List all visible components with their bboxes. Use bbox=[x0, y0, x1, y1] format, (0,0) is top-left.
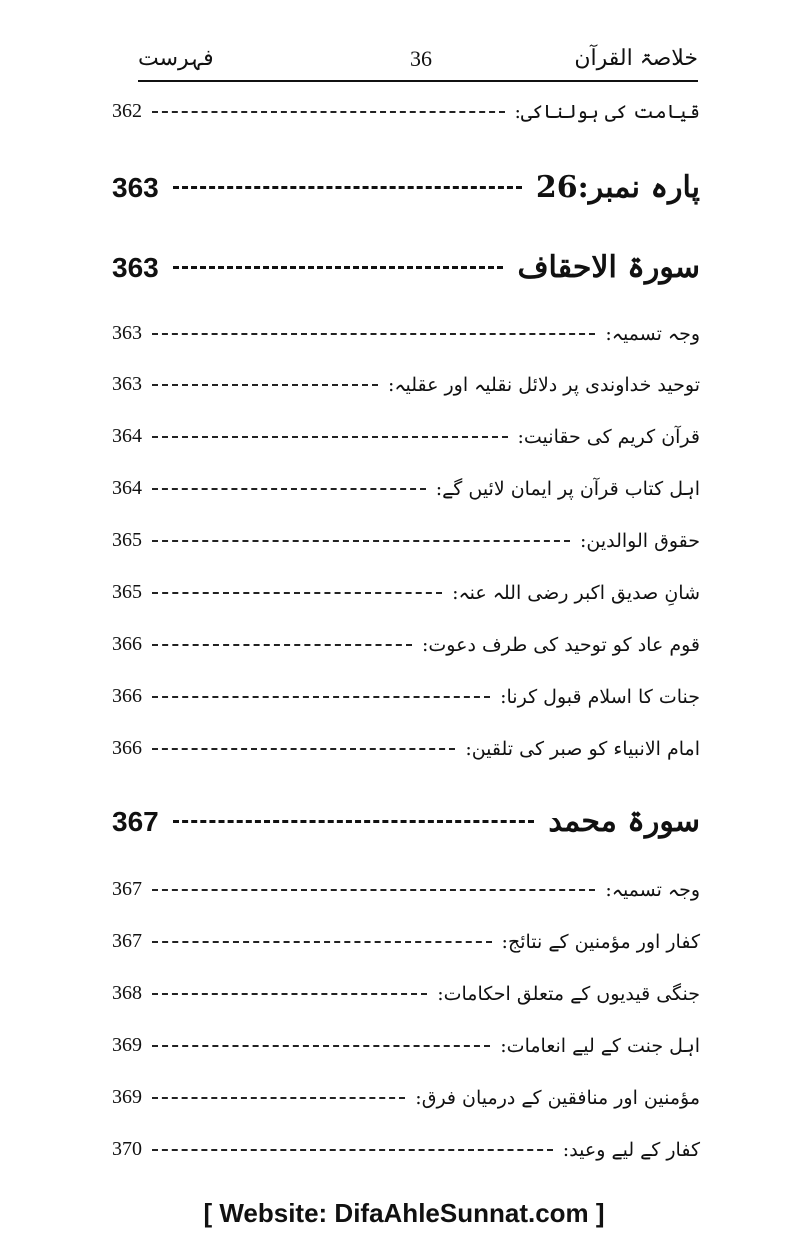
toc-entry[interactable] bbox=[112, 982, 700, 1005]
header-rule bbox=[138, 80, 698, 82]
toc-entry-title: کفار کے لیے وعید: bbox=[562, 1138, 700, 1161]
dotted-leader bbox=[152, 644, 412, 646]
toc-entry-title: قرآن کریم کی حقانیت: bbox=[517, 425, 700, 448]
toc-entry-page: 362 bbox=[112, 100, 142, 122]
toc-heading[interactable] bbox=[112, 250, 700, 285]
toc-entry-title: اہل کتاب قرآن پر ایمان لائیں گے: bbox=[435, 477, 700, 500]
dotted-leader bbox=[152, 1097, 405, 1099]
toc-entry[interactable] bbox=[112, 1034, 700, 1057]
toc-entry-title: قوم عاد کو توحید کی طرف دعوت: bbox=[422, 633, 700, 656]
page-header bbox=[138, 42, 698, 82]
toc-entry-page: 365 bbox=[112, 581, 142, 603]
toc-heading[interactable] bbox=[112, 170, 700, 205]
toc-entry-page: 366 bbox=[112, 633, 142, 655]
dotted-leader bbox=[152, 1045, 490, 1047]
dotted-leader bbox=[152, 488, 426, 490]
dotted-leader bbox=[152, 436, 508, 438]
dotted-leader bbox=[152, 941, 492, 943]
toc-entry-page: 368 bbox=[112, 982, 142, 1004]
toc-entry-title: کفار اور مؤمنین کے نتائج: bbox=[501, 930, 700, 953]
toc-entry-title: مؤمنین اور منافقین کے درمیان فرق: bbox=[415, 1086, 700, 1109]
dotted-leader bbox=[152, 540, 570, 542]
toc-entry[interactable] bbox=[112, 1086, 700, 1109]
toc-entry-title: شانِ صدیق اکبر رضی اللہ عنہ: bbox=[452, 581, 700, 604]
dotted-leader bbox=[173, 266, 504, 269]
page-number: 36 bbox=[410, 46, 432, 71]
toc-heading-title: پارہ نمبر:26 bbox=[535, 170, 700, 205]
toc-entry-title: جنگی قیدیوں کے متعلق احکامات: bbox=[437, 982, 700, 1005]
toc-entry-title: حقوق الوالدین: bbox=[579, 529, 700, 552]
dotted-leader bbox=[152, 993, 427, 995]
toc-entry-page: 364 bbox=[112, 477, 142, 499]
toc-entry-title: جنات کا اسلام قبول کرنا: bbox=[500, 685, 700, 708]
toc-entry[interactable] bbox=[112, 373, 700, 396]
toc-entry[interactable] bbox=[112, 878, 700, 901]
toc-entry-title: امام الانبیاء کو صبر کی تلقین: bbox=[465, 737, 700, 760]
toc-entry-page: 367 bbox=[112, 878, 142, 900]
toc-heading-page: 363 bbox=[112, 251, 159, 283]
toc-entry-title: اہل جنت کے لیے انعامات: bbox=[500, 1034, 700, 1057]
toc-entry-page: 370 bbox=[112, 1138, 142, 1160]
website-footer[interactable]: [ Website: DifaAhleSunnat.com ] bbox=[203, 1198, 605, 1228]
dotted-leader bbox=[173, 186, 522, 189]
toc-entry-title: وجہ تسمیہ: bbox=[605, 878, 700, 901]
dotted-leader bbox=[152, 384, 378, 386]
toc-entry-page: 369 bbox=[112, 1086, 142, 1108]
toc-entry[interactable] bbox=[112, 425, 700, 448]
toc-entry[interactable] bbox=[112, 322, 700, 345]
dotted-leader bbox=[152, 696, 490, 698]
toc-entry[interactable] bbox=[112, 529, 700, 552]
toc-entry-page: 366 bbox=[112, 737, 142, 759]
book-title: خلاصۃ القرآن bbox=[574, 46, 698, 71]
dotted-leader bbox=[173, 820, 535, 823]
toc-entry[interactable] bbox=[112, 100, 700, 123]
toc-heading-page: 363 bbox=[112, 171, 159, 203]
toc-heading-page: 367 bbox=[112, 805, 159, 837]
dotted-leader bbox=[152, 889, 595, 891]
dotted-leader bbox=[152, 1149, 553, 1151]
dotted-leader bbox=[152, 111, 505, 113]
toc-heading-title: سورۃ الاحقاف bbox=[517, 250, 700, 285]
toc-entry-page: 365 bbox=[112, 529, 142, 551]
toc-entry[interactable] bbox=[112, 737, 700, 760]
dotted-leader bbox=[152, 748, 455, 750]
toc-entry-title: قیامت کی ہولناکی: bbox=[514, 100, 700, 123]
dotted-leader bbox=[152, 592, 442, 594]
toc-entry[interactable] bbox=[112, 633, 700, 656]
toc-entry-page: 364 bbox=[112, 425, 142, 447]
toc-entry-title: وجہ تسمیہ: bbox=[605, 322, 700, 345]
toc-entry[interactable] bbox=[112, 1138, 700, 1161]
toc-entry[interactable] bbox=[112, 477, 700, 500]
toc-entry-title: توحید خداوندی پر دلائل نقلیہ اور عقلیہ: bbox=[387, 373, 700, 396]
toc-entry-page: 367 bbox=[112, 930, 142, 952]
toc-heading[interactable] bbox=[112, 804, 700, 839]
toc-heading-title: سورۃ محمد bbox=[548, 804, 700, 839]
toc-entry[interactable] bbox=[112, 581, 700, 604]
toc-entry-page: 366 bbox=[112, 685, 142, 707]
toc-entry-page: 363 bbox=[112, 322, 142, 344]
toc-entry[interactable] bbox=[112, 930, 700, 953]
toc-entry[interactable] bbox=[112, 685, 700, 708]
section-title: فہرست bbox=[138, 46, 214, 71]
toc-entry-page: 369 bbox=[112, 1034, 142, 1056]
dotted-leader bbox=[152, 333, 595, 335]
toc-entry-page: 363 bbox=[112, 373, 142, 395]
